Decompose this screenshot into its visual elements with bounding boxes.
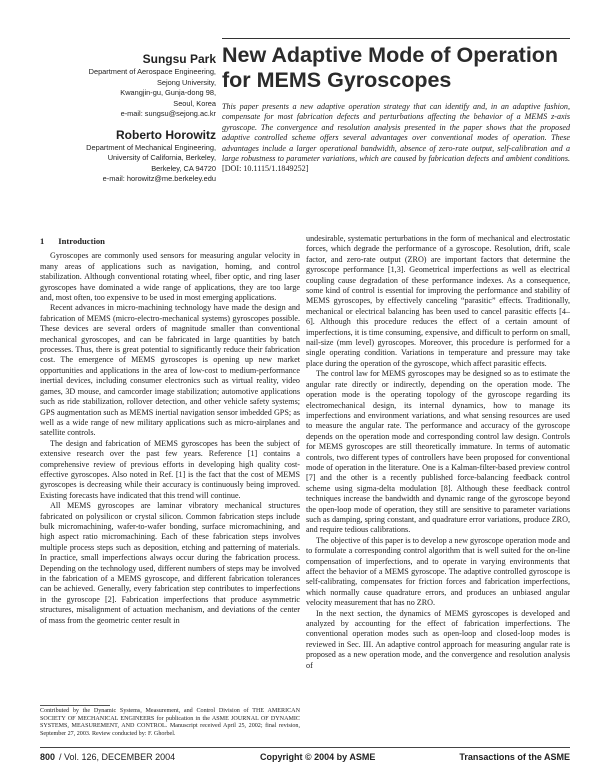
author-email: e-mail: horowitz@me.berkeley.edu xyxy=(102,174,216,183)
affiliation-line: Berkeley, CA 94720 xyxy=(151,163,216,173)
paragraph: The design and fabrication of MEMS gyroscopes has been the subject of extensive research over the past few years. Reference [1] contains a comprehensive review of previous efforts in developing high quality cost-effective gyroscopes. Also noted in Ref. [1] is the fact that the cost of MEMS gyroscopes is decreasing while their accuracy is continuously being improved. Existing forecasts have indicated that this trend will continue. xyxy=(40,438,300,500)
right-column xyxy=(306,234,570,671)
author-name: Sungsu Park xyxy=(142,52,216,66)
paper-title: New Adaptive Mode of Operation for MEMS Gyroscopes xyxy=(222,43,559,92)
affiliation-line: Department of Aerospace Engineering, xyxy=(88,67,216,76)
page-info xyxy=(40,752,175,762)
paragraph: undesirable, systematic perturbations in the form of mechanical and electrostatic forces, which degrade the performance of a gyroscope. Resolution, drift, scale factor, and zero-rate output (ZRO) are important factors that determine the gyroscope performance [1,3]. Geometrical imperfections as well as electrical coupling cause degradation of these performance indexes. As a consequence, some kind of control is essential for improving the performance and stability of MEMS gyroscopes, by effectively canceling “parasitic” effects. Traditionally, mechanical or electrical balancing has been used to cancel parasitic effects [4–6]. Although this procedure reduces the effect of a certain amount of imperfections, it is time consuming, expensive, and difficult to perform on small, nail-size (mm level) gyroscopes. Moreover, this procedure is performed for a single operating condition. Variations in temperature and pressure may take place during the operation of the gyroscope, which affect parasitic effects. xyxy=(306,234,570,368)
footer-rule xyxy=(40,747,570,748)
abstract xyxy=(222,102,570,175)
paragraph: In the next section, the dynamics of MEMS gyroscopes is developed and analyzed by accounting for the effect of fabrication imperfections. The conventional operation modes such as open-loop and closed-loop modes is reviewed in Sec. III. An adaptive control approach for measuring angular rate is proposed as a new operation mode, and the convergence and resolution analysis of xyxy=(306,608,570,670)
author-email: e-mail: sungsu@sejong.ac.kr xyxy=(120,109,216,118)
page-footer xyxy=(40,752,570,766)
affiliation-line: Sejong University, xyxy=(156,77,216,87)
left-column xyxy=(40,236,300,626)
author-block xyxy=(40,52,216,120)
author-affiliation xyxy=(40,67,216,120)
copyright: Copyright © 2004 by ASME xyxy=(260,752,376,762)
author-block xyxy=(40,128,216,185)
footnote: Contributed by the Dynamic Systems, Measurement, and Control Division of THE AMERICAN SOCIETY OF MECHANICAL ENGINEERS for publication in the ASME JOURNAL OF DYNAMIC SYSTEMS, MEASUREMENT, AND CONTROL. Manuscript received April 25, 2002; final revision, September 27, 2003. Review conducted by: F. Ghorbel. xyxy=(40,708,300,737)
paragraph: All MEMS gyroscopes are laminar vibratory mechanical structures fabricated on polysilicon or crystal silicon. Common fabrication steps include bulk micromachining, wafer-to-wafer bonding, surface micromachining, and high aspect ratio micromachining. Each of these fabrication steps involves multiple process steps such as deposition, etching and patterning of materials. In practice, small imperfections always occur during the fabrication process. Depending on the technology used, different numbers of steps may be involved in the fabrication of a MEMS gyroscope, and different fabrication tolerances can be achieved. Generally, every fabrication step contributes to imperfections in the gyroscope [2]. Fabrication imperfections that produce asymmetric structures, misalignment of actuation mechanism, and deviations of the center of mass from the geometric center result in xyxy=(40,501,300,625)
affiliation-line: Seoul, Korea xyxy=(173,98,216,108)
section-heading xyxy=(40,236,300,246)
author-list xyxy=(40,52,216,193)
author-affiliation xyxy=(40,143,216,185)
section-number: 1 xyxy=(40,236,45,246)
journal-name: Transactions of the ASME xyxy=(459,752,570,762)
affiliation-line: University of California, Berkeley, xyxy=(107,153,216,162)
title-rule xyxy=(222,38,570,39)
page-number: 800 xyxy=(40,752,56,762)
paragraph: The control law for MEMS gyroscopes may be designed so as to estimate the angular rate directly or indirectly, depending on the operation mode. The operation mode is the operating topology of the gyroscope regarding its electromechanical design, its internal dynamics, how to manage its imperfections and environment variations, and what sensing resources are used to measure the angular rate. The performance and accuracy of the gyroscope depends on the operation mode and corresponding control law design. Controls for MEMS gyroscopes are still theoretically immature. In terms of automatic controls, two different types of controllers have been proposed for conventional mode of operation in the literature. One is a Kalman-filter-based preview control [7] and the other is a recently published force-balancing feedback control scheme using sigma-delta modulation [8]. Although these feedback control techniques increase the bandwidth and dynamic range of the gyroscope beyond the open-loop mode of operation, they still are sensitive to parameter variations such as damping, spring constant, and quadrature error variations, produce ZRO, and require tedious calibrations. xyxy=(306,369,570,535)
abstract-text: This paper presents a new adaptive operation strategy that can identify and, in an adaptive fashion, compensate for most fabrication defects and perturbations affecting the behavior of a MEMS z-axis gyroscope. The convergence and resolution analysis presented in the paper shows that the proposed adaptive controlled scheme offers several advantages over conventional modes of operation. These advantages include a larger operational bandwidth, absence of zero-rate output, self-calibration and a large robustness to parameter variations, which are caused by fabrication defects and ambient conditions. xyxy=(222,102,570,164)
paragraph: Recent advances in micro-machining technology have made the design and fabrication of MEMS (micro-electro-mechanical systems) gyroscopes possible. These devices are several orders of magnitude smaller than conventional mechanical gyroscopes, and can be fabricated in large quantities by batch processes. Thus, there is great potential to significantly reduce their fabrication cost. The emergence of MEMS gyroscopes is opening up new market opportunities and applications in the area of low-cost to medium-performance inertial devices, including consumer electronics such as virtual reality, video games, 3D mouse, and camcorder image stabilization; automotive applications such as ride stabilization, rollover detection, and other vehicle safety systems; GPS augmentation such as MEMS inertial navigation sensor imbedded GPS; as well as a wide range of new military applications such as micro-airplanes and satellite controls. xyxy=(40,303,300,438)
affiliation-line: Department of Mechanical Engineering, xyxy=(86,142,216,152)
doi[interactable]: [DOI: 10.1115/1.1849252] xyxy=(222,164,309,174)
volume-date: / Vol. 126, DECEMBER 2004 xyxy=(59,752,176,762)
paragraph: The objective of this paper is to develop a new gyroscope operation mode and to formulate a corresponding control algorithm that is well suited for the on-line compensation of imperfections, and to operate in varying environments that affect the behavior of a MEMS gyroscope. The adaptive controlled gyroscope is self-calibrating, compensates for friction forces and fabrication imperfections, which normally cause quadrature errors, and produces an unbiased angular velocity measurement that has no ZRO. xyxy=(306,535,570,608)
author-name: Roberto Horowitz xyxy=(116,127,216,142)
affiliation-line: Kwangjin-gu, Gunja-dong 98, xyxy=(120,88,216,97)
footnote-rule xyxy=(40,705,110,706)
section-title: Introduction xyxy=(58,236,105,246)
paragraph: Gyroscopes are commonly used sensors for measuring angular velocity in many areas of applications such as navigation, homing, and control stabilization. Although conventional rotating wheel, fiber optic, and ring laser gyroscopes have dominated a wide range of applications, they are too large and, most often, too expensive to be used in most emerging applications. xyxy=(40,251,300,303)
